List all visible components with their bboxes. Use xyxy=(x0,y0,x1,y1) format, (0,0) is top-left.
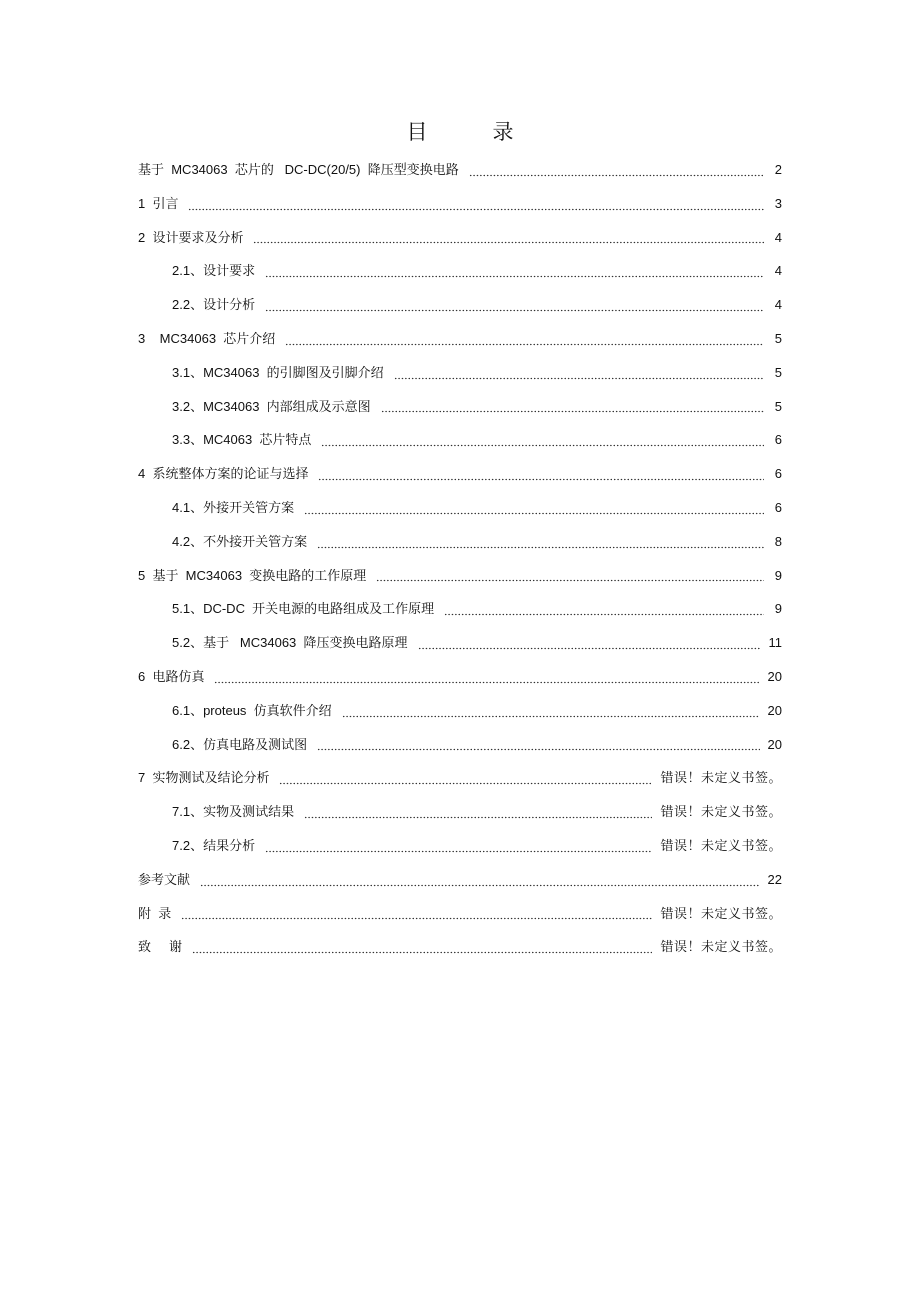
toc-entry-page: 8 xyxy=(774,533,782,549)
toc-entry[interactable] xyxy=(138,795,782,829)
toc-dot-leader xyxy=(265,300,764,312)
toc-entry-label: 7.1、实物及测试结果 xyxy=(172,804,295,820)
toc-entry-label: 4 系统整体方案的论证与选择 xyxy=(138,466,309,482)
toc-dot-leader xyxy=(317,739,759,751)
toc-entry-page: 6 xyxy=(774,432,782,448)
toc-entry[interactable] xyxy=(138,525,782,559)
toc-entry-label: 2.2、设计分析 xyxy=(172,297,256,313)
toc-dot-leader xyxy=(279,773,652,785)
toc-entry-label: 6.2、仿真电路及测试图 xyxy=(172,736,308,752)
toc-entry[interactable] xyxy=(138,356,782,390)
toc-entry-page: 错误！未定义书签。 xyxy=(660,770,782,786)
toc-entry[interactable] xyxy=(138,221,782,255)
toc-entry-page: 2 xyxy=(774,162,782,177)
toc-entry[interactable] xyxy=(138,592,782,626)
toc-dot-leader xyxy=(253,232,764,244)
toc-entry-label: 2 设计要求及分析 xyxy=(138,229,244,245)
toc-dot-leader xyxy=(394,368,764,380)
toc-dot-leader xyxy=(376,570,764,582)
toc-entry[interactable] xyxy=(138,761,782,795)
toc-dot-leader xyxy=(304,503,764,515)
toc-dot-leader xyxy=(192,942,652,954)
toc-entry[interactable] xyxy=(138,930,782,964)
toc-dot-leader xyxy=(317,537,764,549)
toc-entry-label: 附 录 xyxy=(138,905,172,921)
toc-entry-page: 6 xyxy=(774,466,782,482)
toc-entry[interactable] xyxy=(138,153,782,187)
toc-dot-leader xyxy=(181,908,652,920)
toc-entry-label: 1 引言 xyxy=(138,195,179,211)
toc-dot-leader xyxy=(342,706,760,718)
toc-entry-page: 9 xyxy=(774,601,782,617)
toc-entry-label: 7 实物测试及结论分析 xyxy=(138,770,270,786)
toc-dot-leader xyxy=(381,401,764,413)
toc-dot-leader xyxy=(469,165,764,177)
toc-entry[interactable] xyxy=(138,288,782,322)
toc-entry[interactable] xyxy=(138,829,782,863)
toc-entry-label: 7.2、结果分析 xyxy=(172,837,256,853)
toc-entry-page: 5 xyxy=(774,398,782,414)
toc-dot-leader xyxy=(200,875,760,887)
toc-dot-leader xyxy=(444,604,764,616)
toc-list xyxy=(138,153,782,964)
toc-entry[interactable] xyxy=(138,390,782,424)
toc-entry[interactable] xyxy=(138,863,782,897)
toc-dot-leader xyxy=(214,672,759,684)
toc-entry[interactable] xyxy=(138,728,782,762)
toc-entry-page: 错误！未定义书签。 xyxy=(660,804,782,820)
toc-entry-page: 20 xyxy=(767,736,782,752)
toc-entry[interactable] xyxy=(138,626,782,660)
toc-entry[interactable] xyxy=(138,457,782,491)
toc-entry[interactable] xyxy=(138,254,782,288)
toc-entry-label: 6 电路仿真 xyxy=(138,668,205,684)
toc-entry-label: 3.2、MC34063 内部组成及示意图 xyxy=(172,398,371,414)
toc-dot-leader xyxy=(304,807,652,819)
toc-entry-page: 11 xyxy=(768,635,782,651)
toc-entry-page: 错误！未定义书签。 xyxy=(660,939,782,955)
toc-entry-page: 错误！未定义书签。 xyxy=(660,837,782,853)
toc-entry-page: 20 xyxy=(767,668,782,684)
toc-entry[interactable] xyxy=(138,187,782,221)
toc-entry-label: 参考文献 xyxy=(138,871,191,887)
toc-entry-label: 3.3、MC4063 芯片特点 xyxy=(172,432,312,448)
toc-entry-label: 5 基于 MC34063 变换电路的工作原理 xyxy=(138,567,367,583)
toc-title: 目 录 xyxy=(406,120,536,144)
toc-entry-page: 3 xyxy=(774,195,782,211)
toc-entry[interactable] xyxy=(138,322,782,356)
toc-dot-leader xyxy=(265,266,764,278)
toc-entry[interactable] xyxy=(138,694,782,728)
toc-entry-label: 基于 MC34063 芯片的 DC-DC(20/5) 降压型变换电路 xyxy=(138,162,459,177)
toc-entry-page: 6 xyxy=(774,499,782,515)
toc-entry[interactable] xyxy=(138,423,782,457)
toc-entry-label: 4.2、不外接开关管方案 xyxy=(172,533,308,549)
toc-entry[interactable] xyxy=(138,559,782,593)
toc-entry[interactable] xyxy=(138,660,782,694)
toc-dot-leader xyxy=(318,469,764,481)
toc-dot-leader xyxy=(188,199,764,211)
toc-entry-page: 4 xyxy=(774,263,782,279)
toc-entry-label: 3.1、MC34063 的引脚图及引脚介绍 xyxy=(172,364,384,380)
toc-entry-label: 4.1、外接开关管方案 xyxy=(172,499,295,515)
toc-entry-page: 9 xyxy=(774,567,782,583)
toc-entry-label: 3 MC34063 芯片介绍 xyxy=(138,330,276,346)
toc-entry-page: 22 xyxy=(767,871,782,887)
toc-dot-leader xyxy=(321,435,764,447)
toc-entry-page: 20 xyxy=(767,702,782,718)
toc-entry[interactable] xyxy=(138,491,782,525)
toc-entry-page: 5 xyxy=(774,330,782,346)
toc-entry-page: 4 xyxy=(774,229,782,245)
toc-entry-page: 4 xyxy=(774,297,782,313)
toc-entry-label: 5.1、DC-DC 开关电源的电路组成及工作原理 xyxy=(172,601,435,617)
toc-dot-leader xyxy=(285,334,764,346)
toc-dot-leader xyxy=(418,638,761,650)
toc-entry-page: 错误！未定义书签。 xyxy=(660,905,782,921)
toc-entry-label: 5.2、基于 MC34063 降压变换电路原理 xyxy=(172,635,408,651)
toc-dot-leader xyxy=(265,841,652,853)
toc-entry-label: 致 谢 xyxy=(138,939,183,955)
toc-entry-label: 6.1、proteus 仿真软件介绍 xyxy=(172,702,332,718)
toc-entry-page: 5 xyxy=(774,364,782,380)
toc-entry-label: 2.1、设计要求 xyxy=(172,263,256,279)
toc-entry[interactable] xyxy=(138,897,782,931)
